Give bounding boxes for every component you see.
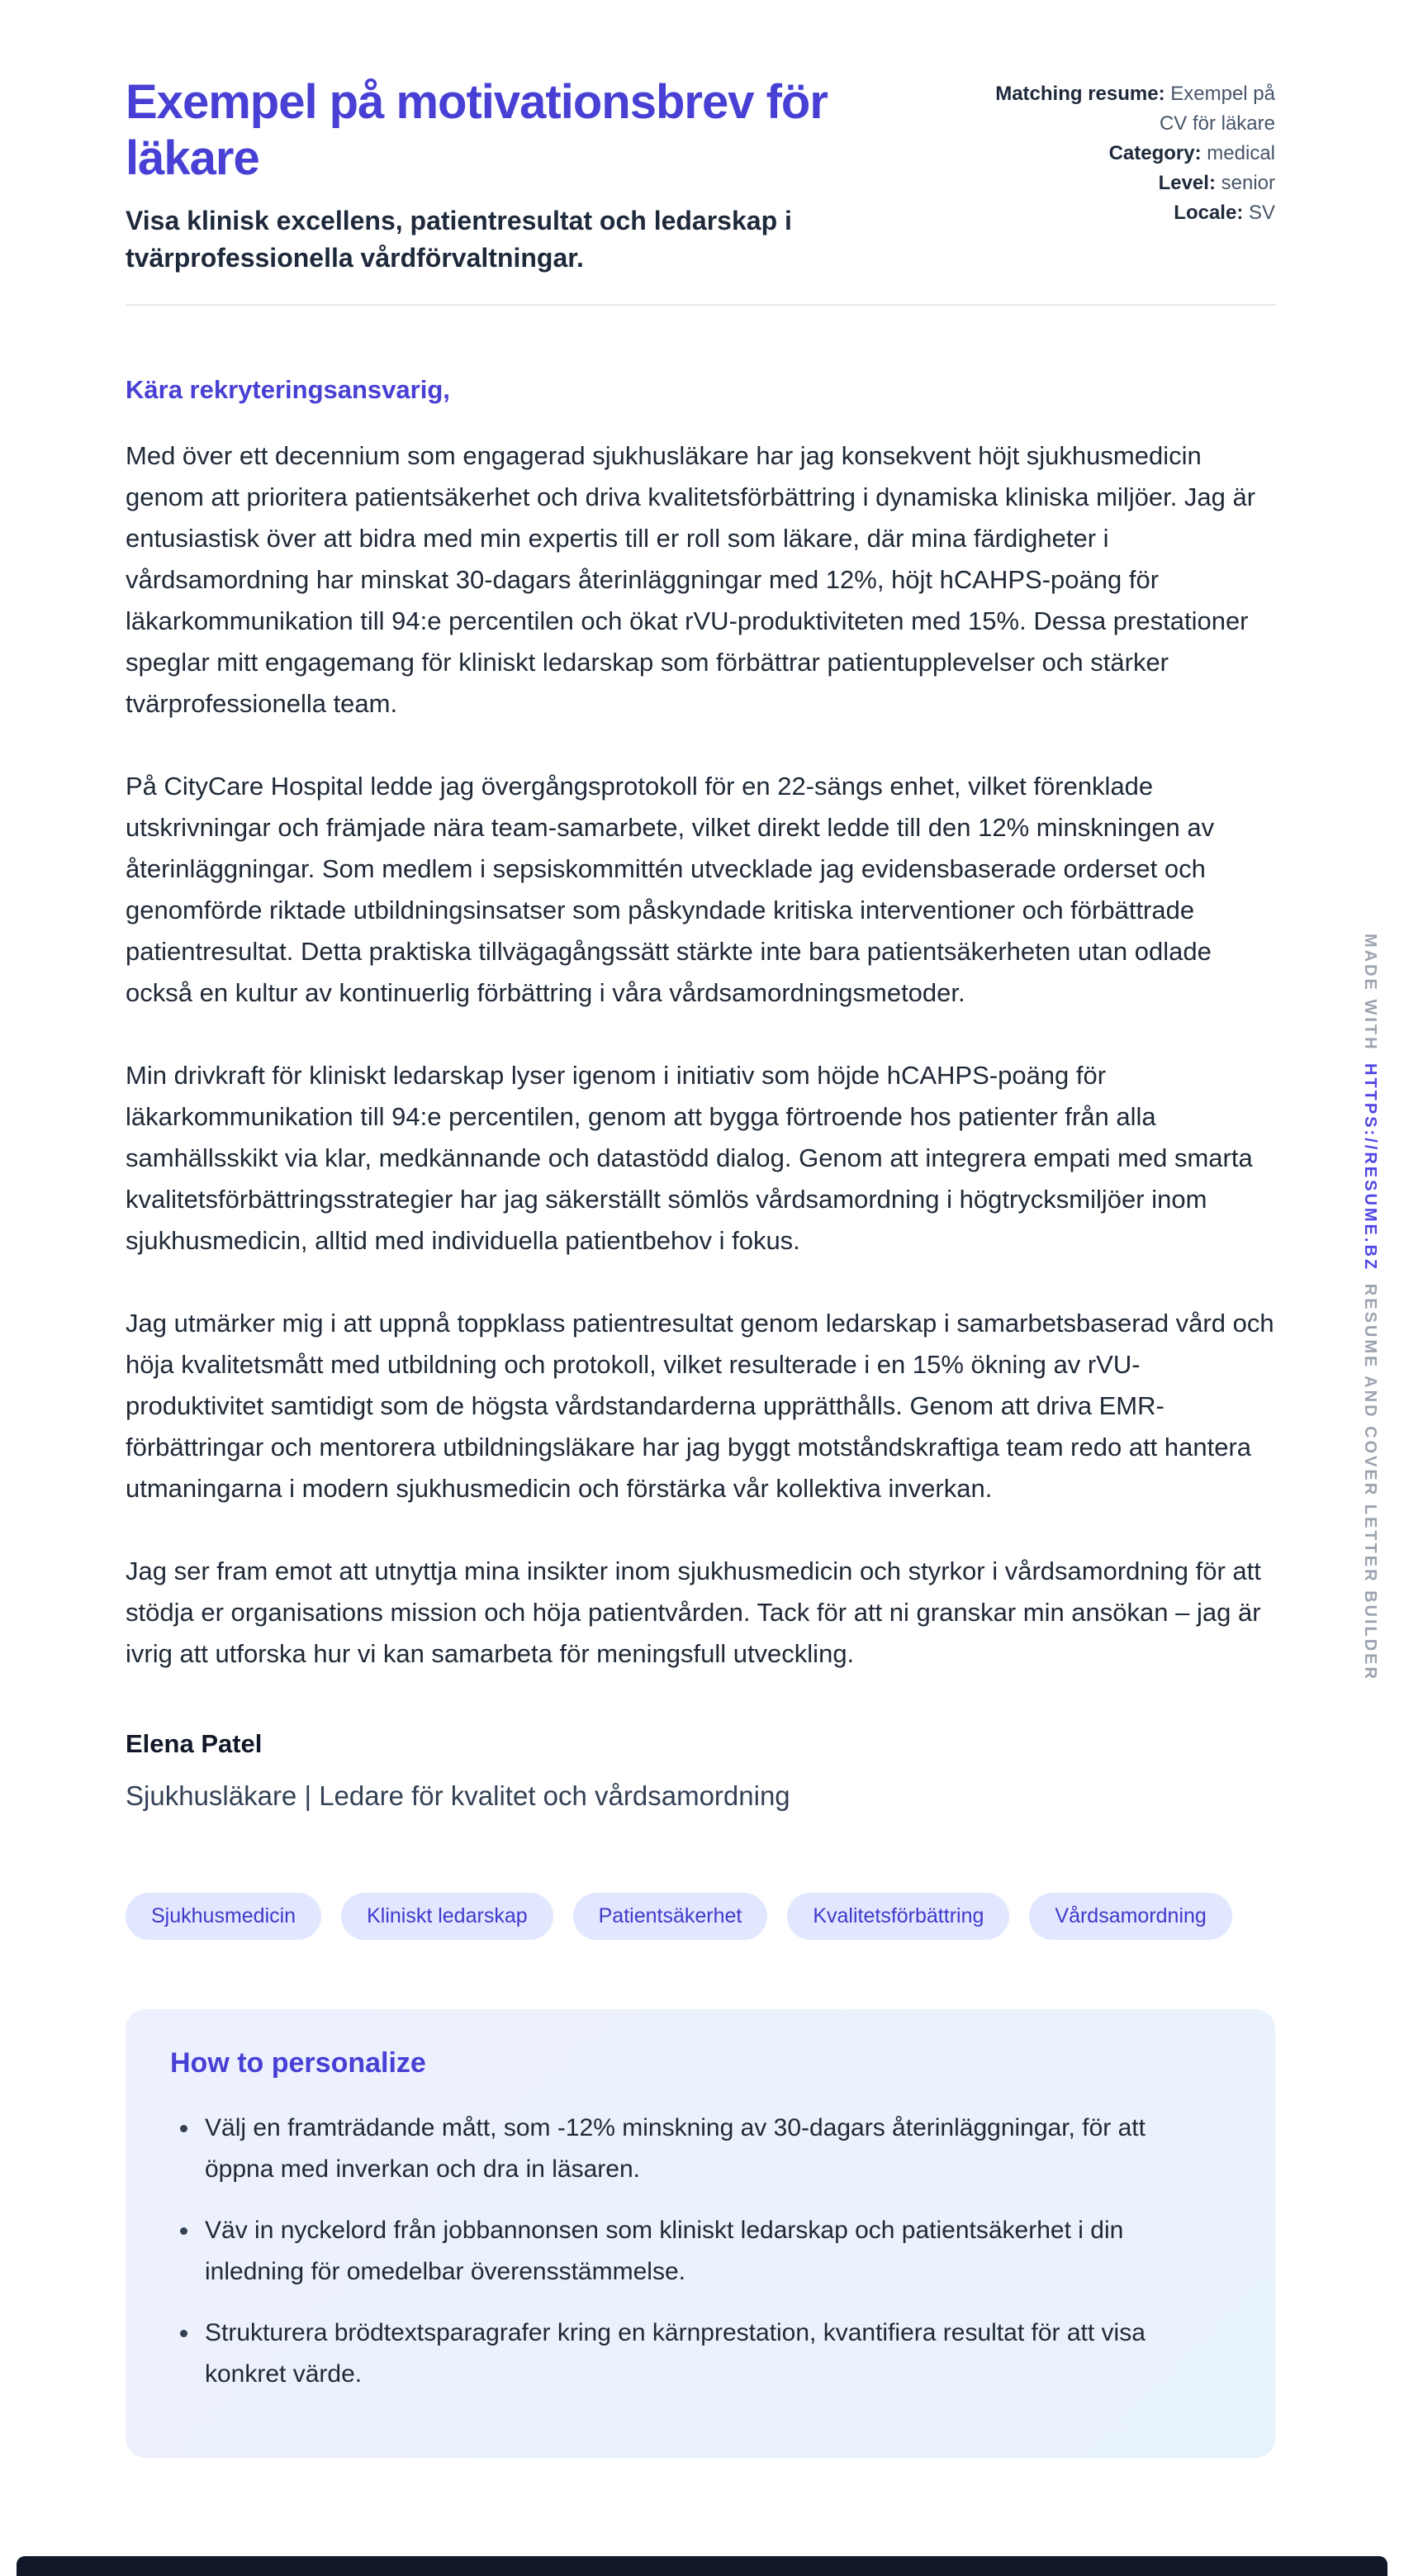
meta-matching-resume — [994, 79, 1275, 139]
personalize-tip-list — [170, 2108, 1231, 2395]
watermark — [1360, 934, 1379, 1681]
meta-label: Locale: — [1174, 202, 1244, 224]
meta-value: senior — [1221, 172, 1275, 194]
meta-value: Exempel på CV för läkare — [1159, 83, 1275, 135]
meta-label: Level: — [1158, 172, 1216, 194]
personalize-tip: Välj en framträdande mått, som -12% minskning av 30-dagars återinläggningar, för att öppna med inverkan och dra in läsaren. — [170, 2108, 1202, 2190]
tag-kliniskt-ledarskap: Kliniskt ledarskap — [341, 1893, 553, 1940]
cover-letter — [126, 373, 1275, 2457]
signature-title: Sjukhusläkare | Ledare för kvalitet och vårdsamordning — [126, 1780, 790, 1811]
header-title-block — [126, 74, 955, 276]
personalize-card — [126, 2009, 1275, 2458]
tag-patientsakerhet: Patientsäkerhet — [573, 1893, 768, 1940]
letter-paragraph: Min drivkraft för kliniskt ledarskap lyser igenom i initiativ som höjde hCAHPS-poäng för läkarkommunikation till 94:e percentilen, genom att bygga förtroende hos patienter från alla samhällsskikt via klar, medkännande och datastödd dialog. Genom att integrera empati med smarta kvalitetsförbättringsstrategier har jag säkerställt sömlös vårdsamordning i högtrycksmiljöer inom sjukhusmedicin, alltid med individuella patientbehov i fokus. — [126, 1060, 1253, 1255]
meta-value: medical — [1207, 142, 1275, 164]
letter-paragraph: Jag ser fram emot att utnyttja mina insikter inom sjukhusmedicin och styrkor i vårdsamordning för att stödja er organisations mission och höja patientvården. Tack för att ni granskar min ansökan – jag är ivrig att utforska hur vi kan samarbeta för meningsfull utveckling. — [126, 1556, 1261, 1668]
personalize-tip: Strukturera brödtextsparagrafer kring en kärnprestation, kvantifiera resultat för att visa konkret värde. — [170, 2312, 1202, 2395]
meta-category — [994, 139, 1275, 169]
tag-kvalitetsforbattring: Kvalitetsförbättring — [787, 1893, 1009, 1940]
signature-name: Elena Patel — [126, 1728, 263, 1758]
header-divider — [126, 304, 1275, 306]
personalize-tip: Väv in nyckelord från jobbannonsen som kliniskt ledarskap och patientsäkerhet i din inledning för omedelbar överensstämmelse. — [170, 2210, 1202, 2293]
personalize-title: How to personalize — [170, 2046, 426, 2079]
letter-paragraph: På CityCare Hospital ledde jag övergångsprotokoll för en 22-sängs enhet, vilket förenklade utskrivningar och främjade nära team-samarbete, vilket direkt ledde till den 12% minskningen av återinläggningar. Som medlem i sepsiskommittén utvecklade jag evidensbaserade orderset och genomförde riktade utbildningsinsatser som påskyndade kritiska interventioner och förbättrade patientresultat. Detta praktiska tillvägagångssätt stärkte inte bara patientsäkerheten utan odlade också en kultur av kontinuerlig förbättring i våra vårdsamordningsmetoder. — [126, 771, 1215, 1007]
resume-bz-link[interactable]: HTTPS://RESUME.BZ — [1361, 1063, 1379, 1272]
header — [126, 74, 1275, 306]
page-title: Exempel på motivationsbrev för läkare — [126, 75, 828, 186]
tag-sjukhusmedicin: Sjukhusmedicin — [126, 1893, 321, 1940]
meta-locale — [994, 198, 1275, 228]
letter-paragraph: Med över ett decennium som engagerad sjukhusläkare har jag konsekvent höjt sjukhusmedicin genom att prioritera patientsäkerhet och driva kvalitetsförbättring i dynamiska kliniska miljöer. Jag är entusiastisk över att bidra med min expertis till er roll som läkare, där mina färdigheter i vårdsamordning har minskat 30-dagars återinläggningar med 12%, höjt hCAHPS-poäng för läkarkommunikation till 94:e percentilen och ökat rVU-produktiviteten med 15%. Dessa prestationer speglar mitt engagemang för kliniskt ledarskap som förbättrar patientupplevelser och stärker tvärprofessionella team. — [126, 440, 1256, 718]
meta-label: Matching resume: — [995, 83, 1165, 105]
meta-label: Category: — [1108, 142, 1202, 164]
watermark-prefix: MADE WITH — [1361, 934, 1379, 1052]
meta-level — [994, 169, 1275, 198]
tag-vardsamordning: Vårdsamordning — [1029, 1893, 1231, 1940]
meta-block — [994, 74, 1275, 276]
footer-bar — [17, 2556, 1387, 2576]
watermark-suffix: RESUME AND COVER LETTER BUILDER — [1361, 1283, 1379, 1681]
page-subtitle: Visa klinisk excellens, patientresultat och ledarskap i tvärprofessionella vårdförvaltningar. — [126, 205, 792, 273]
letter-paragraph: Jag utmärker mig i att uppnå toppklass patientresultat genom ledarskap i samarbetsbaserad vård och höja kvalitetsmått med utbildning och protokoll, vilket resulterade i en 15% ökning av rVU-produktivitet samtidigt som de högsta vårdstandarderna upprätthålls. Genom att driva EMR-förbättringar och mentorera utbildningsläkare har jag byggt motståndskraftiga team redo att hantera utmaningarna i modern sjukhusmedicin och förstärka vår kollektiva inverkan. — [126, 1308, 1274, 1503]
meta-value: SV — [1248, 202, 1275, 224]
letter-greeting: Kära rekryteringsansvarig, — [126, 375, 450, 405]
page-container — [126, 0, 1275, 2458]
tag-list — [126, 1893, 1275, 1940]
